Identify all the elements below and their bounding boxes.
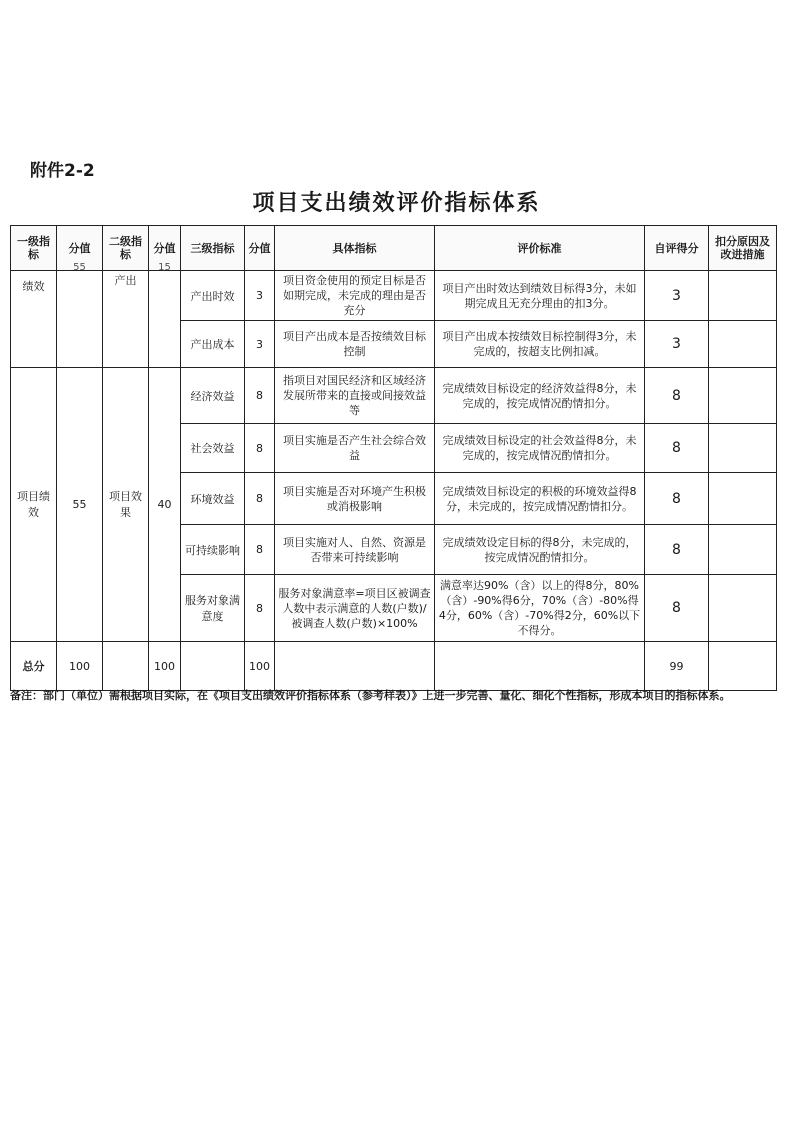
spec-cell: 项目产出成本是否按绩效目标控制 — [275, 321, 435, 368]
criteria-cell: 完成绩效目标设定的积极的环境效益得8分，未完成的，按完成情况酌情扣分。 — [435, 473, 645, 525]
header-spec: 具体指标 — [275, 226, 435, 271]
score-cell: 8 — [245, 368, 275, 424]
total-score1: 100 — [57, 642, 103, 691]
score1-cell: 55 — [57, 368, 103, 642]
criteria-cell: 项目产出时效达到绩效目标得3分，未如期完成且无充分理由的扣3分。 — [435, 271, 645, 321]
header-row — [11, 226, 777, 271]
level3-cell: 可持续影响 — [181, 525, 245, 575]
total-label: 总分 — [11, 642, 57, 691]
level2-cell: 产出 — [103, 271, 149, 368]
score-cell: 8 — [245, 575, 275, 642]
self-score-cell: 8 — [645, 368, 709, 424]
level1-cell: 绩效 — [11, 271, 57, 368]
header-criteria: 评价标准 — [435, 226, 645, 271]
criteria-cell: 完成绩效目标设定的经济效益得8分，未完成的，按完成情况酌情扣分。 — [435, 368, 645, 424]
self-score-cell: 8 — [645, 525, 709, 575]
indicator-table — [10, 225, 777, 691]
spec-cell: 项目实施对人、自然、资源是否带来可持续影响 — [275, 525, 435, 575]
score-cell: 3 — [245, 321, 275, 368]
score-cell: 8 — [245, 473, 275, 525]
reason-cell — [709, 368, 777, 424]
total-row — [11, 642, 777, 691]
total-empty-cell — [275, 642, 435, 691]
attachment-label: 附件2-2 — [30, 161, 95, 181]
criteria-cell: 完成绩效设定目标的得8分，未完成的，按完成情况酌情扣分。 — [435, 525, 645, 575]
criteria-cell: 满意率达90%（含）以上的得8分，80%（含）-90%得6分，70%（含）-80%得4分，60%（含）-70%得2分，60%以下不得分。 — [435, 575, 645, 642]
spec-cell: 项目资金使用的预定目标是否如期完成，未完成的理由是否充分 — [275, 271, 435, 321]
score1-cell: 55 — [57, 271, 103, 368]
level3-cell: 社会效益 — [181, 424, 245, 473]
header-level3: 三级指标 — [181, 226, 245, 271]
total-empty-cell — [435, 642, 645, 691]
header-score2: 分值 — [149, 226, 181, 271]
self-score-cell: 3 — [645, 271, 709, 321]
reason-cell — [709, 473, 777, 525]
self-score-cell: 8 — [645, 473, 709, 525]
level2-cell: 项目效果 — [103, 368, 149, 642]
score-cell: 8 — [245, 525, 275, 575]
score-cell: 8 — [245, 424, 275, 473]
reason-cell — [709, 575, 777, 642]
spec-cell: 项目实施是否对环境产生积极或消极影响 — [275, 473, 435, 525]
level3-cell: 环境效益 — [181, 473, 245, 525]
table-row — [11, 271, 777, 321]
header-level1: 一级指标 — [11, 226, 57, 271]
level3-cell: 经济效益 — [181, 368, 245, 424]
level3-cell: 服务对象满意度 — [181, 575, 245, 642]
header-level2: 二级指标 — [103, 226, 149, 271]
criteria-cell: 项目产出成本按绩效目标控制得3分，未完成的，按超支比例扣减。 — [435, 321, 645, 368]
reason-cell — [709, 424, 777, 473]
total-empty-cell — [181, 642, 245, 691]
header-score3: 分值 — [245, 226, 275, 271]
spec-cell: 指项目对国民经济和区域经济发展所带来的直接或间接效益等 — [275, 368, 435, 424]
total-score3: 100 — [245, 642, 275, 691]
score-cell: 3 — [245, 271, 275, 321]
total-empty-cell — [103, 642, 149, 691]
criteria-cell: 完成绩效目标设定的社会效益得8分，未完成的，按完成情况酌情扣分。 — [435, 424, 645, 473]
reason-cell — [709, 525, 777, 575]
reason-cell — [709, 321, 777, 368]
total-score2: 100 — [149, 642, 181, 691]
table-row — [11, 368, 777, 424]
spec-cell: 项目实施是否产生社会综合效益 — [275, 424, 435, 473]
footnote: 备注：部门（单位）需根据项目实际，在《项目支出绩效评价指标体系（参考样表）》上进一步完善、量化、细化个性指标，形成本项目的指标体系。 — [10, 689, 731, 702]
header-reason: 扣分原因及改进措施 — [709, 226, 777, 271]
self-score-cell: 8 — [645, 424, 709, 473]
total-self-score: 99 — [645, 642, 709, 691]
page-title: 项目支出绩效评价指标体系 — [252, 191, 541, 216]
score2-cell: 15 — [149, 271, 181, 368]
score2-cell: 40 — [149, 368, 181, 642]
reason-cell — [709, 271, 777, 321]
total-empty-cell — [709, 642, 777, 691]
self-score-cell: 8 — [645, 575, 709, 642]
level3-cell: 产出时效 — [181, 271, 245, 321]
header-self-score: 自评得分 — [645, 226, 709, 271]
spec-cell: 服务对象满意率=项目区被调查人数中表示满意的人数(户数)/ 被调查人数(户数)×100% — [275, 575, 435, 642]
level1-cell: 项目绩效 — [11, 368, 57, 642]
self-score-cell: 3 — [645, 321, 709, 368]
level3-cell: 产出成本 — [181, 321, 245, 368]
header-score1: 分值 — [57, 226, 103, 271]
